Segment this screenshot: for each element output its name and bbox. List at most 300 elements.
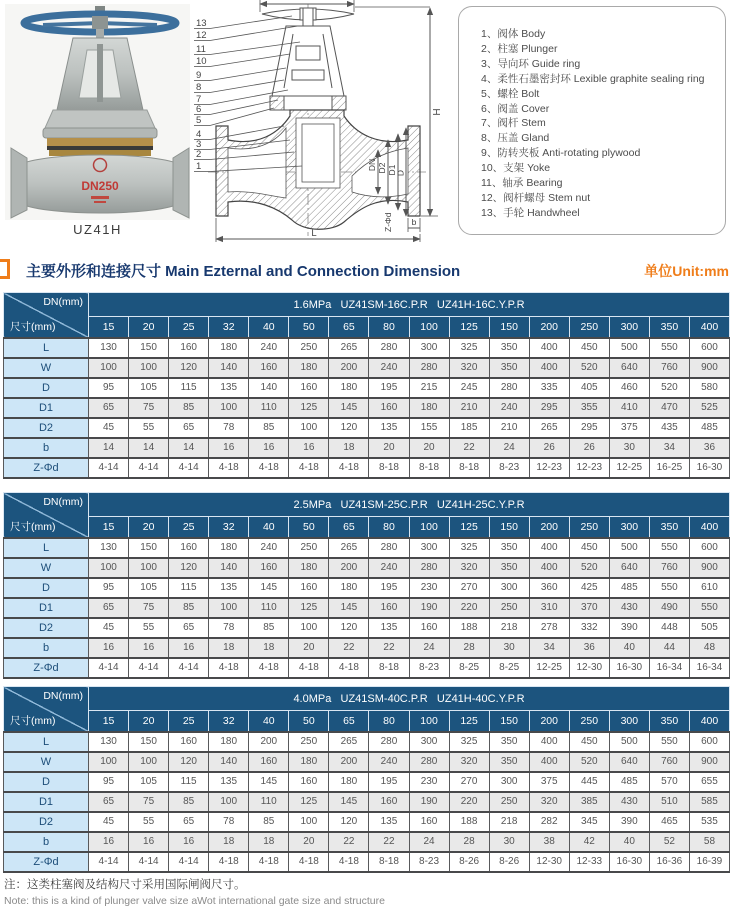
dimension-value: 375 <box>529 772 569 792</box>
dimension-value: 100 <box>289 812 329 832</box>
orange-square-icon <box>0 259 10 279</box>
row-label: D2 <box>4 812 89 832</box>
table-row <box>4 772 730 792</box>
dimension-value: 295 <box>569 418 609 438</box>
row-label: b <box>4 832 89 852</box>
dimension-value: 12-23 <box>569 458 609 478</box>
dimension-value: 4-18 <box>329 852 369 872</box>
dimension-value: 280 <box>369 538 409 558</box>
dimension-value: 16-25 <box>649 458 689 478</box>
dimension-value: 218 <box>489 812 529 832</box>
dimension-value: 18 <box>329 438 369 458</box>
note-english: Note: this is a kind of plunger valve size aWot international gate size and structure <box>4 895 385 907</box>
dimension-value: 100 <box>209 598 249 618</box>
dimension-value: 85 <box>169 792 209 812</box>
callout-number: 9 <box>196 70 202 81</box>
dimension-value: 55 <box>129 618 169 638</box>
dimension-value: 105 <box>129 578 169 598</box>
dimension-value: 280 <box>369 732 409 752</box>
row-label: W <box>4 358 89 378</box>
dimension-value: 450 <box>569 338 609 358</box>
dim-label-H: H <box>432 108 443 116</box>
dimension-value: 14 <box>89 438 129 458</box>
dimension-value: 188 <box>449 812 489 832</box>
dn-column-header: 65 <box>329 517 369 538</box>
dimension-value: 550 <box>649 338 689 358</box>
dimension-value: 160 <box>249 358 289 378</box>
dimension-value: 385 <box>569 792 609 812</box>
dimension-value: 120 <box>169 358 209 378</box>
dimension-value: 12-33 <box>569 852 609 872</box>
dn-column-header: 25 <box>169 517 209 538</box>
dimension-value: 145 <box>249 578 289 598</box>
dimension-value: 100 <box>89 752 129 772</box>
dimension-value: 22 <box>449 438 489 458</box>
dimension-value: 520 <box>569 358 609 378</box>
dimension-value: 655 <box>689 772 729 792</box>
dimension-value: 360 <box>529 578 569 598</box>
dimension-value: 900 <box>689 558 729 578</box>
parts-list-item: 6、阀盖 Cover <box>481 102 550 115</box>
callout-number: 4 <box>196 129 202 140</box>
dimension-value: 16-36 <box>649 852 689 872</box>
dimension-value: 375 <box>609 418 649 438</box>
dimension-value: 12-25 <box>609 458 649 478</box>
dimension-value: 8-18 <box>409 458 449 478</box>
dimension-value: 640 <box>609 752 649 772</box>
callout-number: 12 <box>196 30 207 41</box>
dimension-value: 400 <box>529 558 569 578</box>
dimension-value: 200 <box>329 558 369 578</box>
table-row <box>4 418 730 438</box>
dn-column-header: 350 <box>649 711 689 732</box>
dimension-value: 22 <box>369 638 409 658</box>
dn-column-header: 300 <box>609 517 649 538</box>
dimension-value: 145 <box>329 792 369 812</box>
dn-column-header: 250 <box>569 517 609 538</box>
dimension-value: 250 <box>289 338 329 358</box>
dimension-value: 610 <box>689 578 729 598</box>
dimension-value: 265 <box>329 732 369 752</box>
dimension-value: 580 <box>689 378 729 398</box>
dimension-value: 500 <box>609 732 649 752</box>
dimension-value: 195 <box>369 378 409 398</box>
dimension-value: 120 <box>169 752 209 772</box>
dimension-value: 355 <box>569 398 609 418</box>
dimension-value: 100 <box>129 752 169 772</box>
dimension-value: 20 <box>369 438 409 458</box>
valve-photo-image <box>5 4 190 220</box>
dimension-value: 16 <box>89 638 129 658</box>
dimension-value: 22 <box>329 832 369 852</box>
dimension-table <box>3 492 730 679</box>
dimension-value: 18 <box>249 832 289 852</box>
dimension-value: 370 <box>569 598 609 618</box>
dimension-value: 640 <box>609 358 649 378</box>
dn-column-header: 32 <box>209 711 249 732</box>
model-caption: UZ41H <box>73 222 122 237</box>
dimension-value: 585 <box>689 792 729 812</box>
dimension-value: 760 <box>649 752 689 772</box>
dimension-value: 24 <box>409 832 449 852</box>
dn-column-header: 400 <box>689 317 729 338</box>
dn-column-header: 300 <box>609 711 649 732</box>
dimension-value: 65 <box>169 812 209 832</box>
dimension-value: 120 <box>169 558 209 578</box>
row-label: b <box>4 438 89 458</box>
dimension-value: 4-18 <box>329 658 369 678</box>
dimension-table-2.5mpa <box>3 492 730 679</box>
dimension-value: 300 <box>489 772 529 792</box>
dimension-value: 18 <box>209 832 249 852</box>
dimension-value: 230 <box>409 578 449 598</box>
dimension-value: 350 <box>489 538 529 558</box>
dimension-value: 180 <box>209 732 249 752</box>
dimension-value: 30 <box>489 638 529 658</box>
dimension-value: 140 <box>209 752 249 772</box>
dimension-value: 280 <box>489 378 529 398</box>
dimension-value: 180 <box>289 558 329 578</box>
dimension-value: 100 <box>209 792 249 812</box>
table-spec-header: 4.0MPa UZ41SM-40C.P.R UZ41H-40C.Y.P.R <box>89 687 730 711</box>
dimension-table <box>3 686 730 873</box>
body-marking-text: DN250 <box>81 179 119 193</box>
dimension-value: 145 <box>329 598 369 618</box>
dimension-value: 600 <box>689 338 729 358</box>
dimension-value: 430 <box>609 598 649 618</box>
dimension-value: 120 <box>329 812 369 832</box>
dimension-value: 190 <box>409 598 449 618</box>
dimension-value: 4-18 <box>329 458 369 478</box>
dimension-value: 640 <box>609 558 649 578</box>
callout-leader-line <box>210 100 278 115</box>
dimension-value: 400 <box>529 338 569 358</box>
dimension-value: 135 <box>369 418 409 438</box>
dimension-value: 130 <box>89 538 129 558</box>
dimension-value: 16-39 <box>689 852 729 872</box>
dimension-value: 485 <box>689 418 729 438</box>
dimension-value: 180 <box>209 338 249 358</box>
dimension-value: 200 <box>329 358 369 378</box>
dimension-value: 42 <box>569 832 609 852</box>
dimension-value: 485 <box>609 578 649 598</box>
dimension-value: 14 <box>169 438 209 458</box>
dimension-value: 220 <box>449 792 489 812</box>
row-label: D2 <box>4 618 89 638</box>
dn-column-header: 50 <box>289 711 329 732</box>
dimension-value: 760 <box>649 358 689 378</box>
dimension-value: 45 <box>89 418 129 438</box>
row-label: D <box>4 772 89 792</box>
dimension-value: 8-25 <box>449 658 489 678</box>
dimension-value: 8-26 <box>449 852 489 872</box>
dimension-value: 350 <box>489 558 529 578</box>
dimension-value: 180 <box>409 398 449 418</box>
dimension-value: 55 <box>129 812 169 832</box>
dimension-value: 295 <box>529 398 569 418</box>
dimension-value: 160 <box>289 578 329 598</box>
dimension-value: 350 <box>489 752 529 772</box>
dimension-value: 85 <box>169 398 209 418</box>
dimension-value: 24 <box>409 638 449 658</box>
table-row <box>4 732 730 752</box>
dn-column-header: 100 <box>409 517 449 538</box>
row-label: D1 <box>4 792 89 812</box>
dimension-value: 215 <box>409 378 449 398</box>
dimension-value: 16-30 <box>689 458 729 478</box>
dn-column-header: 400 <box>689 711 729 732</box>
dimension-value: 4-18 <box>289 458 329 478</box>
dimension-value: 12-30 <box>529 852 569 872</box>
dimension-value: 335 <box>529 378 569 398</box>
dimension-value: 265 <box>529 418 569 438</box>
dimension-value: 45 <box>89 812 129 832</box>
dimension-value: 135 <box>209 378 249 398</box>
dim-label-b: b <box>411 217 417 227</box>
row-label: W <box>4 558 89 578</box>
dn-column-header: 20 <box>129 517 169 538</box>
table-row <box>4 538 730 558</box>
right-flange-photo <box>173 148 189 218</box>
dimension-value: 320 <box>449 558 489 578</box>
dimension-value: 16 <box>89 832 129 852</box>
dimension-value: 160 <box>169 538 209 558</box>
dimension-value: 900 <box>689 752 729 772</box>
dimension-value: 22 <box>369 832 409 852</box>
callout-leader-line <box>210 68 286 81</box>
dimension-value: 4-18 <box>249 658 289 678</box>
dimension-value: 110 <box>249 792 289 812</box>
dn-column-header: 150 <box>489 711 529 732</box>
row-label: b <box>4 638 89 658</box>
dim-label-D1: D1 <box>387 164 397 176</box>
row-label: W <box>4 752 89 772</box>
dn-column-header: 50 <box>289 317 329 338</box>
dimension-value: 210 <box>489 418 529 438</box>
table-row <box>4 618 730 638</box>
dimension-value: 4-14 <box>89 458 129 478</box>
dimension-value: 140 <box>209 558 249 578</box>
dimension-value: 8-18 <box>369 852 409 872</box>
dimension-value: 40 <box>609 638 649 658</box>
dn-column-header: 200 <box>529 317 569 338</box>
dimension-value: 8-26 <box>489 852 529 872</box>
dimension-value: 150 <box>129 538 169 558</box>
dimension-value: 150 <box>129 732 169 752</box>
parts-list-item: 11、轴承 Bearing <box>481 177 563 190</box>
callout-number: 1 <box>196 161 202 172</box>
row-label: L <box>4 538 89 558</box>
dimension-value: 16 <box>249 438 289 458</box>
row-label: D2 <box>4 418 89 438</box>
dimension-value: 550 <box>649 732 689 752</box>
dimension-value: 65 <box>89 398 129 418</box>
dimension-value: 400 <box>529 538 569 558</box>
dimension-value: 44 <box>649 638 689 658</box>
dn-column-header: 15 <box>89 711 129 732</box>
dimension-value: 450 <box>569 538 609 558</box>
dimension-value: 100 <box>289 418 329 438</box>
dimension-value: 160 <box>249 558 289 578</box>
dimension-value: 600 <box>689 538 729 558</box>
dimension-value: 195 <box>369 578 409 598</box>
callout-number: 7 <box>196 94 202 105</box>
valve-section-drawing <box>192 0 454 254</box>
row-label: D <box>4 578 89 598</box>
dimension-value: 105 <box>129 772 169 792</box>
table-row <box>4 598 730 618</box>
corner-size-label: 尺寸(mm) <box>10 714 56 727</box>
dn-column-header: 150 <box>489 517 529 538</box>
dimension-table <box>3 292 730 479</box>
row-label: D <box>4 378 89 398</box>
row-label: Z-Φd <box>4 852 89 872</box>
table-row <box>4 338 730 358</box>
dimension-value: 160 <box>289 378 329 398</box>
dimension-value: 65 <box>89 792 129 812</box>
dimension-value: 460 <box>609 378 649 398</box>
dim-label-L: L <box>311 228 317 239</box>
dimension-value: 125 <box>289 598 329 618</box>
dimension-value: 160 <box>369 598 409 618</box>
dimension-value: 310 <box>529 598 569 618</box>
dimension-value: 160 <box>169 338 209 358</box>
parts-list-item: 9、防转夹板 Anti-rotating plywood <box>481 147 641 160</box>
dn-column-header: 15 <box>89 317 129 338</box>
dn-column-header: 350 <box>649 317 689 338</box>
dimension-value: 34 <box>529 638 569 658</box>
dimension-value: 125 <box>289 792 329 812</box>
dimension-value: 4-14 <box>169 658 209 678</box>
dimension-value: 14 <box>129 438 169 458</box>
dn-column-header: 100 <box>409 317 449 338</box>
dim-label-D: D <box>395 169 406 177</box>
dimension-value: 75 <box>129 398 169 418</box>
dimension-value: 210 <box>449 398 489 418</box>
table-row <box>4 752 730 772</box>
dimension-value: 320 <box>529 792 569 812</box>
dimension-value: 185 <box>449 418 489 438</box>
dimension-value: 505 <box>689 618 729 638</box>
table-corner-cell <box>4 293 89 338</box>
dimension-value: 240 <box>369 558 409 578</box>
dimension-value: 34 <box>649 438 689 458</box>
dimension-value: 245 <box>449 378 489 398</box>
dimension-value: 8-25 <box>489 658 529 678</box>
dimension-value: 36 <box>689 438 729 458</box>
dimension-value: 160 <box>409 618 449 638</box>
dimension-value: 300 <box>409 538 449 558</box>
dimension-value: 115 <box>169 772 209 792</box>
parts-list-item: 10、支架 Yoke <box>481 162 551 175</box>
dn-column-header: 65 <box>329 711 369 732</box>
dimension-value: 65 <box>89 598 129 618</box>
dimension-value: 38 <box>529 832 569 852</box>
dimension-value: 155 <box>409 418 449 438</box>
table-row <box>4 558 730 578</box>
dimension-value: 300 <box>489 578 529 598</box>
dimension-value: 180 <box>209 538 249 558</box>
gasket-ring-photo <box>47 138 153 146</box>
dimension-value: 240 <box>249 538 289 558</box>
dimension-value: 535 <box>689 812 729 832</box>
dimension-value: 100 <box>89 558 129 578</box>
dimension-table-4.0mpa <box>3 686 730 873</box>
technical-drawing <box>192 0 454 254</box>
parts-list-item: 13、手轮 Handwheel <box>481 206 580 219</box>
dimension-value: 278 <box>529 618 569 638</box>
dimension-value: 270 <box>449 772 489 792</box>
dimension-value: 445 <box>569 772 609 792</box>
dimension-value: 140 <box>249 378 289 398</box>
dimension-value: 160 <box>409 812 449 832</box>
dimension-value: 4-14 <box>89 852 129 872</box>
row-label: Z-Φd <box>4 658 89 678</box>
dimension-value: 78 <box>209 618 249 638</box>
dimension-value: 16 <box>289 438 329 458</box>
dimension-value: 400 <box>529 752 569 772</box>
dimension-value: 8-23 <box>409 852 449 872</box>
dimension-value: 100 <box>289 618 329 638</box>
dimension-value: 280 <box>409 558 449 578</box>
dimension-value: 16 <box>129 638 169 658</box>
dimension-value: 100 <box>89 358 129 378</box>
unit-label: 单位Unit:mm <box>644 263 729 279</box>
dimension-value: 510 <box>649 792 689 812</box>
dimension-value: 24 <box>489 438 529 458</box>
dimension-value: 8-23 <box>409 658 449 678</box>
dimension-value: 325 <box>449 732 489 752</box>
dimension-value: 180 <box>329 378 369 398</box>
callout-number: 11 <box>196 44 206 55</box>
dimension-value: 150 <box>129 338 169 358</box>
dimension-value: 85 <box>249 618 289 638</box>
dimension-value: 500 <box>609 538 649 558</box>
dimension-value: 45 <box>89 618 129 638</box>
dimension-value: 36 <box>569 638 609 658</box>
dimension-value: 16-30 <box>609 852 649 872</box>
dimension-value: 390 <box>609 618 649 638</box>
parts-list-item: 3、导向环 Guide ring <box>481 57 581 70</box>
corner-size-label: 尺寸(mm) <box>10 520 56 533</box>
table-corner-cell <box>4 687 89 732</box>
dimension-value: 16 <box>129 832 169 852</box>
dimension-value: 280 <box>409 752 449 772</box>
dimension-value: 200 <box>329 752 369 772</box>
dimension-value: 145 <box>249 772 289 792</box>
dimension-value: 250 <box>289 538 329 558</box>
dimension-value: 115 <box>169 378 209 398</box>
corner-dn-label: DN(mm) <box>43 296 83 308</box>
dimension-value: 18 <box>209 638 249 658</box>
callout-number: 6 <box>196 104 202 115</box>
dimension-value: 320 <box>449 358 489 378</box>
dimension-value: 130 <box>89 338 129 358</box>
dimension-value: 220 <box>449 598 489 618</box>
dn-column-header: 300 <box>609 317 649 338</box>
dn-column-header: 350 <box>649 517 689 538</box>
dimension-value: 135 <box>369 812 409 832</box>
dn-column-header: 125 <box>449 711 489 732</box>
dimension-value: 125 <box>289 398 329 418</box>
dimension-value: 550 <box>649 538 689 558</box>
dimension-value: 250 <box>289 732 329 752</box>
table-row <box>4 578 730 598</box>
dn-column-header: 250 <box>569 317 609 338</box>
dimension-value: 400 <box>529 732 569 752</box>
dimension-value: 16 <box>209 438 249 458</box>
dimension-value: 430 <box>609 792 649 812</box>
